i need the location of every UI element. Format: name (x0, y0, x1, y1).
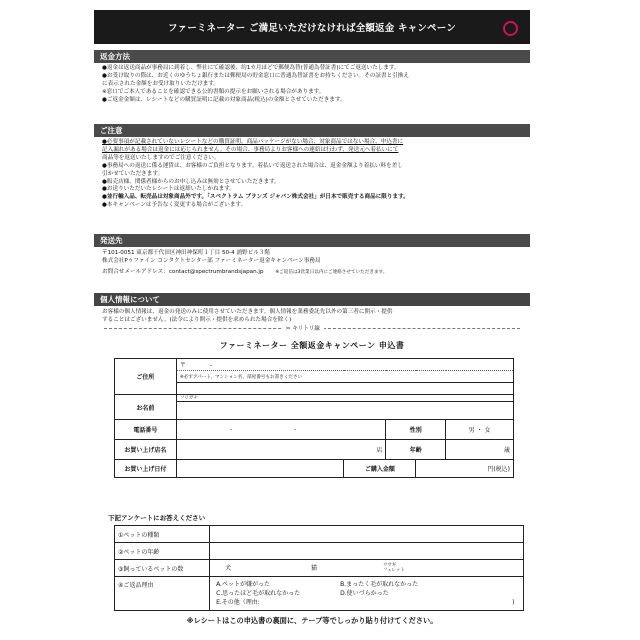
age-label: 年齢 (386, 440, 446, 460)
survey-q4-label: ④ご返品理由 (115, 577, 210, 611)
campaign-header (94, 10, 530, 44)
refund-line: ●お受け取りの際は、お近くのゆうちょ銀行または郵便局の貯金窓口に普通為替証書をお持ちください。その証書と引換え (102, 72, 409, 79)
purchase-date-field[interactable] (176, 460, 344, 478)
pet-age-field[interactable] (210, 543, 524, 560)
address-field[interactable] (176, 371, 513, 383)
notes-line: ●販売店様、関係者様からのお申し込みは無効とさせていただきます。 (102, 178, 280, 185)
notes-line: ●並行輸入品、転売品は対象商品外です。「スペクトラム ブランズ ジャパン株式会社」が日本で販売する商品に限ります。 (102, 194, 409, 201)
reason-e-close: ) (512, 599, 515, 606)
form-title: ファーミネーター 全額返金キャンペーン 申込書 (219, 341, 405, 350)
amount-label: ご購入金額 (344, 460, 416, 478)
shipping-contact-note: ※ご返信は3営業日以内にご連絡させていただきます。 (275, 269, 388, 275)
gender-field[interactable]: 男 ・ 女 (446, 420, 514, 440)
postal-dash: - (209, 362, 212, 369)
amount-suffix: 円(税込) (487, 466, 510, 473)
refund-line: ※窓口でご本人であることを確認できる公的書類の提示をお願いされる場合があります。 (102, 88, 325, 95)
notes-line: 引かせていただきます。 (102, 170, 164, 177)
privacy-text (102, 309, 524, 325)
reason-row (216, 580, 520, 589)
receipt-note: ※レシートはこの申込書の裏面に、テープ等でしっかり貼り付けてください。 (186, 616, 438, 625)
circle-mark-icon (503, 21, 518, 36)
shipping-company: 株式会社Pゥファイン コンタクトセンター部 ファーミネーター返金キャンペーン事務局 (102, 257, 321, 264)
shipping-contact: お問合せメールアドレス：contact@spectrumbrandsjapan.jp (102, 268, 264, 275)
shipping-address: 〒101-0051 東京都千代田区神田神保町１丁目 50-4 浦野ビル３階 (102, 250, 271, 256)
age-field[interactable] (446, 440, 514, 460)
survey-q3-label: ③飼っているペットの数 (115, 560, 210, 577)
address-label: ご住所 (115, 359, 177, 395)
refund-line: ●返金は返送商品が事務局に到着し、弊社にて確認後、約1カ月ほどで郵便為替(普通為替証書)にてご返送いたします。 (102, 65, 400, 71)
name-field[interactable] (176, 402, 513, 420)
pet-count-dog: 犬 (225, 564, 232, 572)
reason-row (216, 589, 520, 598)
privacy-line: お客様の個人情報は、返金の発送のみに使用させていただきます。個人情報を業務委託先以外の第三者に開示・提供 (102, 309, 393, 315)
flyer-page (94, 10, 530, 630)
notes-heading: ご注意 (94, 124, 530, 137)
return-reason-field[interactable] (210, 577, 524, 611)
postal-code-field[interactable] (176, 359, 513, 371)
reason-a[interactable]: A.ペットが嫌がった (216, 581, 270, 588)
gender-label: 性別 (386, 420, 446, 440)
purchase-date-label: お買い上げ日付 (115, 460, 177, 478)
application-form (114, 358, 514, 478)
postal-mark: 〒 (179, 362, 186, 369)
notes-line: 商品等を返送いたしますのでご注意ください。 (102, 154, 220, 161)
phone-field[interactable] (176, 420, 386, 440)
privacy-line: することはございません。(法令により開示・提供を求められた場合を除く) (102, 316, 292, 323)
campaign-title: ファーミネーター ご満足いただけなければ全額返金 キャンペーン (168, 23, 456, 34)
privacy-heading: 個人情報について (94, 293, 530, 306)
pet-count-cat: 猫 (311, 564, 318, 572)
address-note: ※必ずアパート、マンション名、部屋番号もお書きください (179, 374, 303, 380)
reason-row (216, 598, 520, 607)
store-suffix: 店 (376, 447, 383, 454)
refund-heading: 返金方法 (94, 50, 530, 63)
notes-line: ●お送りいただいたレシートは返却いたしかねます。 (102, 186, 235, 193)
shipping-text (102, 250, 524, 277)
reason-d[interactable]: D.使いづらかった (340, 590, 389, 597)
survey-heading: 下記アンケートにお答えください (108, 514, 206, 522)
reason-e[interactable]: E.その他（理由: (216, 599, 260, 606)
notes-text (102, 139, 524, 210)
pet-count-other (383, 563, 405, 573)
amount-field[interactable] (416, 460, 514, 478)
refund-line: ●ご返金金額は、レシートなどの購買証明に記載の対象商品(税込)の金額とさせていただきます。 (102, 96, 346, 103)
furigana-label: フリガナ (179, 396, 198, 401)
notes-line: ●必要事項が記載されていないレシートなどの購買証明、商品パッケージがない場合、対象商品ではない場合、申込書に (102, 139, 404, 145)
shipping-contact-row (102, 269, 524, 277)
cut-label: ✂ キリトリ線 (282, 324, 324, 332)
notes-line: ●事務局への返送に係る運賃は、お客様のご負担となります。着払いで返送された場合は、返金金額より着払い料を差し (102, 162, 403, 169)
shipping-heading: 発送先 (94, 234, 530, 247)
survey-q2-label: ②ペットの年齢 (115, 543, 210, 560)
reason-c[interactable]: C.思ったほど毛が取れなかった (216, 590, 301, 597)
pet-count-rabbit: ウサギ (382, 563, 397, 569)
pet-count-ferret: フェレット (382, 568, 405, 574)
store-field[interactable] (176, 440, 386, 460)
refund-text (102, 65, 524, 105)
age-suffix: 歳 (503, 447, 510, 454)
notes-line: 記入漏れがある場合は返金には応じられません。その場合、事務局よりお客様への連絡は行わず、発送元へ着払いにて (102, 146, 399, 153)
store-label: お買い上げ店名 (115, 440, 177, 460)
refund-line: に表示された金額をお受け取りいただけます。 (102, 80, 220, 87)
furigana-field[interactable] (176, 395, 513, 402)
phone-label: 電話番号 (115, 420, 177, 440)
phone-dash: - (293, 426, 297, 433)
pet-count-field[interactable] (210, 560, 524, 577)
name-label: お名前 (115, 395, 177, 420)
notes-line: ●本キャンペーンは予告なく変更する場合がございます。 (102, 202, 247, 209)
survey-table (114, 525, 524, 611)
survey-q1-label: ①ペットの種類 (115, 526, 210, 543)
cut-line (104, 328, 520, 337)
phone-dash: - (229, 426, 232, 433)
reason-b[interactable]: B.まったく毛が取れなかった (340, 581, 419, 588)
pet-type-field[interactable] (210, 526, 524, 543)
address-field-line2[interactable] (176, 383, 513, 395)
